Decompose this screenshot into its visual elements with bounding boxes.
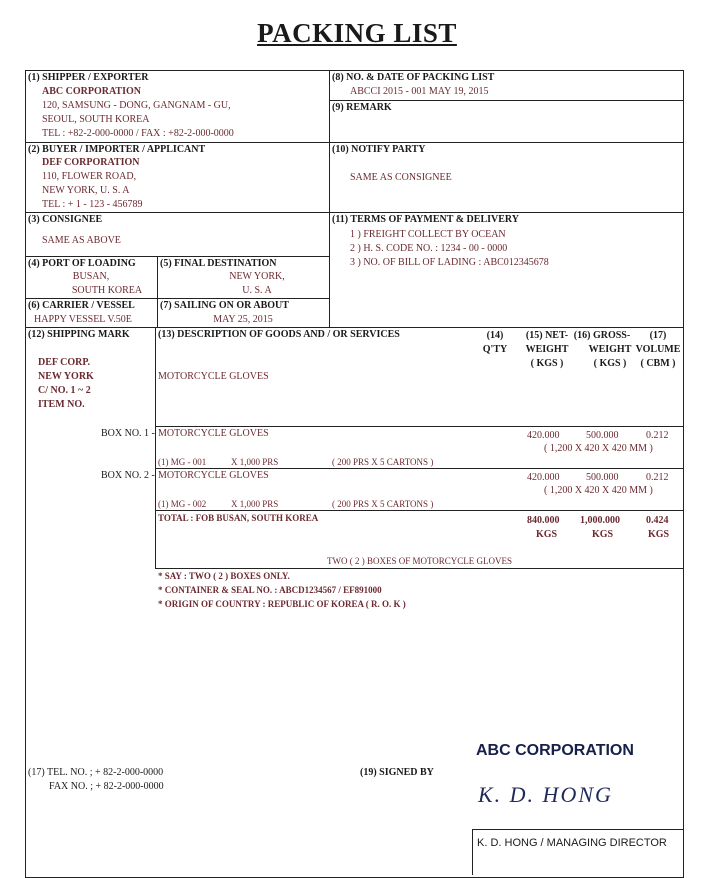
box-dimensions: ( 1,200 X 420 X 420 MM )	[544, 443, 653, 454]
total-volume: 0.424	[646, 515, 669, 526]
gross-weight-unit: ( KGS )	[593, 358, 627, 369]
net-weight-header: (15) NET-	[525, 330, 569, 341]
divider	[329, 100, 684, 101]
box-cartons: ( 200 PRS X 5 CARTONS )	[332, 499, 434, 509]
packing-no-value: ABCCI 2015 - 001 MAY 19, 2015	[350, 86, 489, 97]
shipper-address-1: 120, SAMSUNG - DONG, GANGNAM - GU,	[42, 100, 231, 111]
volume-unit-total: KGS	[648, 529, 670, 540]
qty-header-num: (14)	[486, 330, 504, 341]
box-cartons: ( 200 PRS X 5 CARTONS )	[332, 457, 434, 467]
divider	[155, 568, 684, 569]
document-title: PACKING LIST	[257, 18, 457, 48]
divider	[472, 829, 684, 830]
box-dimensions: ( 1,200 X 420 X 420 MM )	[544, 485, 653, 496]
box-quantity: X 1,000 PRS	[231, 457, 279, 467]
qty-header-label: Q'TY	[482, 344, 508, 355]
divider	[472, 829, 473, 875]
box-net-weight: 420.000	[527, 430, 560, 441]
buyer-header: (2) BUYER / IMPORTER / APPLICANT	[28, 144, 206, 155]
buyer-name: DEF CORPORATION	[42, 157, 140, 168]
volume-header: (17)	[649, 330, 667, 341]
box-gross-weight: 500.000	[586, 472, 619, 483]
volume-unit: ( CBM )	[640, 358, 676, 369]
sailing-value: MAY 25, 2015	[213, 314, 273, 325]
box-model: (1) MG - 001	[158, 457, 207, 467]
shipping-mark-line-1: DEF CORP.	[38, 357, 91, 368]
box-net-weight: 420.000	[527, 472, 560, 483]
box-label: BOX NO. 1 -	[101, 428, 155, 439]
shipper-header: (1) SHIPPER / EXPORTER	[28, 72, 149, 83]
footer-fax: FAX NO. ; + 82-2-000-0000	[49, 781, 164, 792]
destination-header: (5) FINAL DESTINATION	[160, 258, 277, 269]
divider	[155, 468, 684, 469]
total-net-weight: 840.000	[527, 515, 560, 526]
say-note: * SAY : TWO ( 2 ) BOXES ONLY.	[158, 571, 290, 581]
shipper-name: ABC CORPORATION	[42, 86, 141, 97]
terms-line-2: 2 ) H. S. CODE NO. : 1234 - 00 - 0000	[350, 243, 508, 254]
net-weight-label: WEIGHT	[525, 344, 569, 355]
port-line-1: BUSAN,	[72, 271, 110, 282]
item-title: MOTORCYCLE GLOVES	[158, 371, 269, 382]
port-line-2: SOUTH KOREA	[71, 285, 143, 296]
signed-by-label: (19) SIGNED BY	[360, 767, 434, 778]
packing-no-header: (8) NO. & DATE OF PACKING LIST	[332, 72, 495, 83]
gross-unit: KGS	[592, 529, 614, 540]
box-description: MOTORCYCLE GLOVES	[158, 470, 269, 481]
consignee-header: (3) CONSIGNEE	[28, 214, 103, 225]
carrier-value: HAPPY VESSEL V.50E	[34, 314, 132, 325]
divider	[25, 212, 684, 213]
box-gross-weight: 500.000	[586, 430, 619, 441]
carrier-header: (6) CARRIER / VESSEL	[28, 300, 135, 311]
box-model: (1) MG - 002	[158, 499, 207, 509]
destination-line-2: U. S. A	[242, 285, 272, 296]
divider	[25, 298, 329, 299]
buyer-address-1: 110, FLOWER ROAD,	[42, 171, 137, 182]
port-header: (4) PORT OF LOADING	[28, 258, 136, 269]
shipper-address-2: SEOUL, SOUTH KOREA	[42, 114, 150, 125]
goods-summary: TWO ( 2 ) BOXES OF MOTORCYCLE GLOVES	[326, 556, 513, 566]
box-volume: 0.212	[646, 430, 669, 441]
volume-label: VOLUME	[635, 344, 681, 355]
shipping-mark-line-2: NEW YORK	[38, 371, 94, 382]
divider	[25, 327, 684, 328]
remark-header: (9) REMARK	[332, 102, 392, 113]
terms-header: (11) TERMS OF PAYMENT & DELIVERY	[332, 214, 519, 225]
box-label: BOX NO. 2 -	[101, 470, 155, 481]
gross-weight-header: (16) GROSS-	[573, 330, 631, 341]
buyer-tel: TEL : + 1 - 123 - 456789	[42, 199, 143, 210]
shipping-mark-header: (12) SHIPPING MARK	[28, 329, 130, 340]
signature: K. D. HONG	[478, 782, 613, 807]
divider	[25, 142, 684, 143]
total-label: TOTAL : FOB BUSAN, SOUTH KOREA	[158, 513, 319, 523]
shipping-mark-line-3: C/ NO. 1 ~ 2	[38, 385, 91, 396]
divider	[155, 327, 156, 568]
buyer-address-2: NEW YORK, U. S. A	[42, 185, 130, 196]
signing-company: ABC CORPORATION	[476, 742, 634, 759]
total-gross-weight: 1,000.000	[580, 515, 620, 526]
notify-value: SAME AS CONSIGNEE	[350, 172, 452, 183]
description-header: (13) DESCRIPTION OF GOODS AND / OR SERVICES	[158, 329, 400, 340]
divider	[155, 510, 684, 511]
shipper-tel-fax: TEL : +82-2-000-0000 / FAX : +82-2-000-0000	[42, 128, 234, 139]
signer-title: K. D. HONG / MANAGING DIRECTOR	[477, 837, 667, 849]
divider	[155, 426, 684, 427]
net-unit: KGS	[536, 529, 558, 540]
divider	[25, 256, 329, 257]
sailing-header: (7) SAILING ON OR ABOUT	[160, 300, 289, 311]
box-description: MOTORCYCLE GLOVES	[158, 428, 269, 439]
terms-line-3: 3 ) NO. OF BILL OF LADING : ABC012345678	[350, 257, 549, 268]
origin-note: * ORIGIN OF COUNTRY : REPUBLIC OF KOREA ( R. O. K )	[158, 599, 406, 609]
footer-tel: (17) TEL. NO. ; + 82-2-000-0000	[28, 767, 164, 778]
container-note: * CONTAINER & SEAL NO. : ABCD1234567 / EF891000	[158, 585, 382, 595]
gross-weight-label: WEIGHT	[588, 344, 632, 355]
box-volume: 0.212	[646, 472, 669, 483]
box-quantity: X 1,000 PRS	[231, 499, 279, 509]
shipping-mark-line-4: ITEM NO.	[38, 399, 85, 410]
notify-header: (10) NOTIFY PARTY	[332, 144, 426, 155]
net-weight-unit: ( KGS )	[530, 358, 564, 369]
terms-line-1: 1 ) FREIGHT COLLECT BY OCEAN	[350, 229, 506, 240]
consignee-value: SAME AS ABOVE	[42, 235, 121, 246]
destination-line-1: NEW YORK,	[229, 271, 285, 282]
